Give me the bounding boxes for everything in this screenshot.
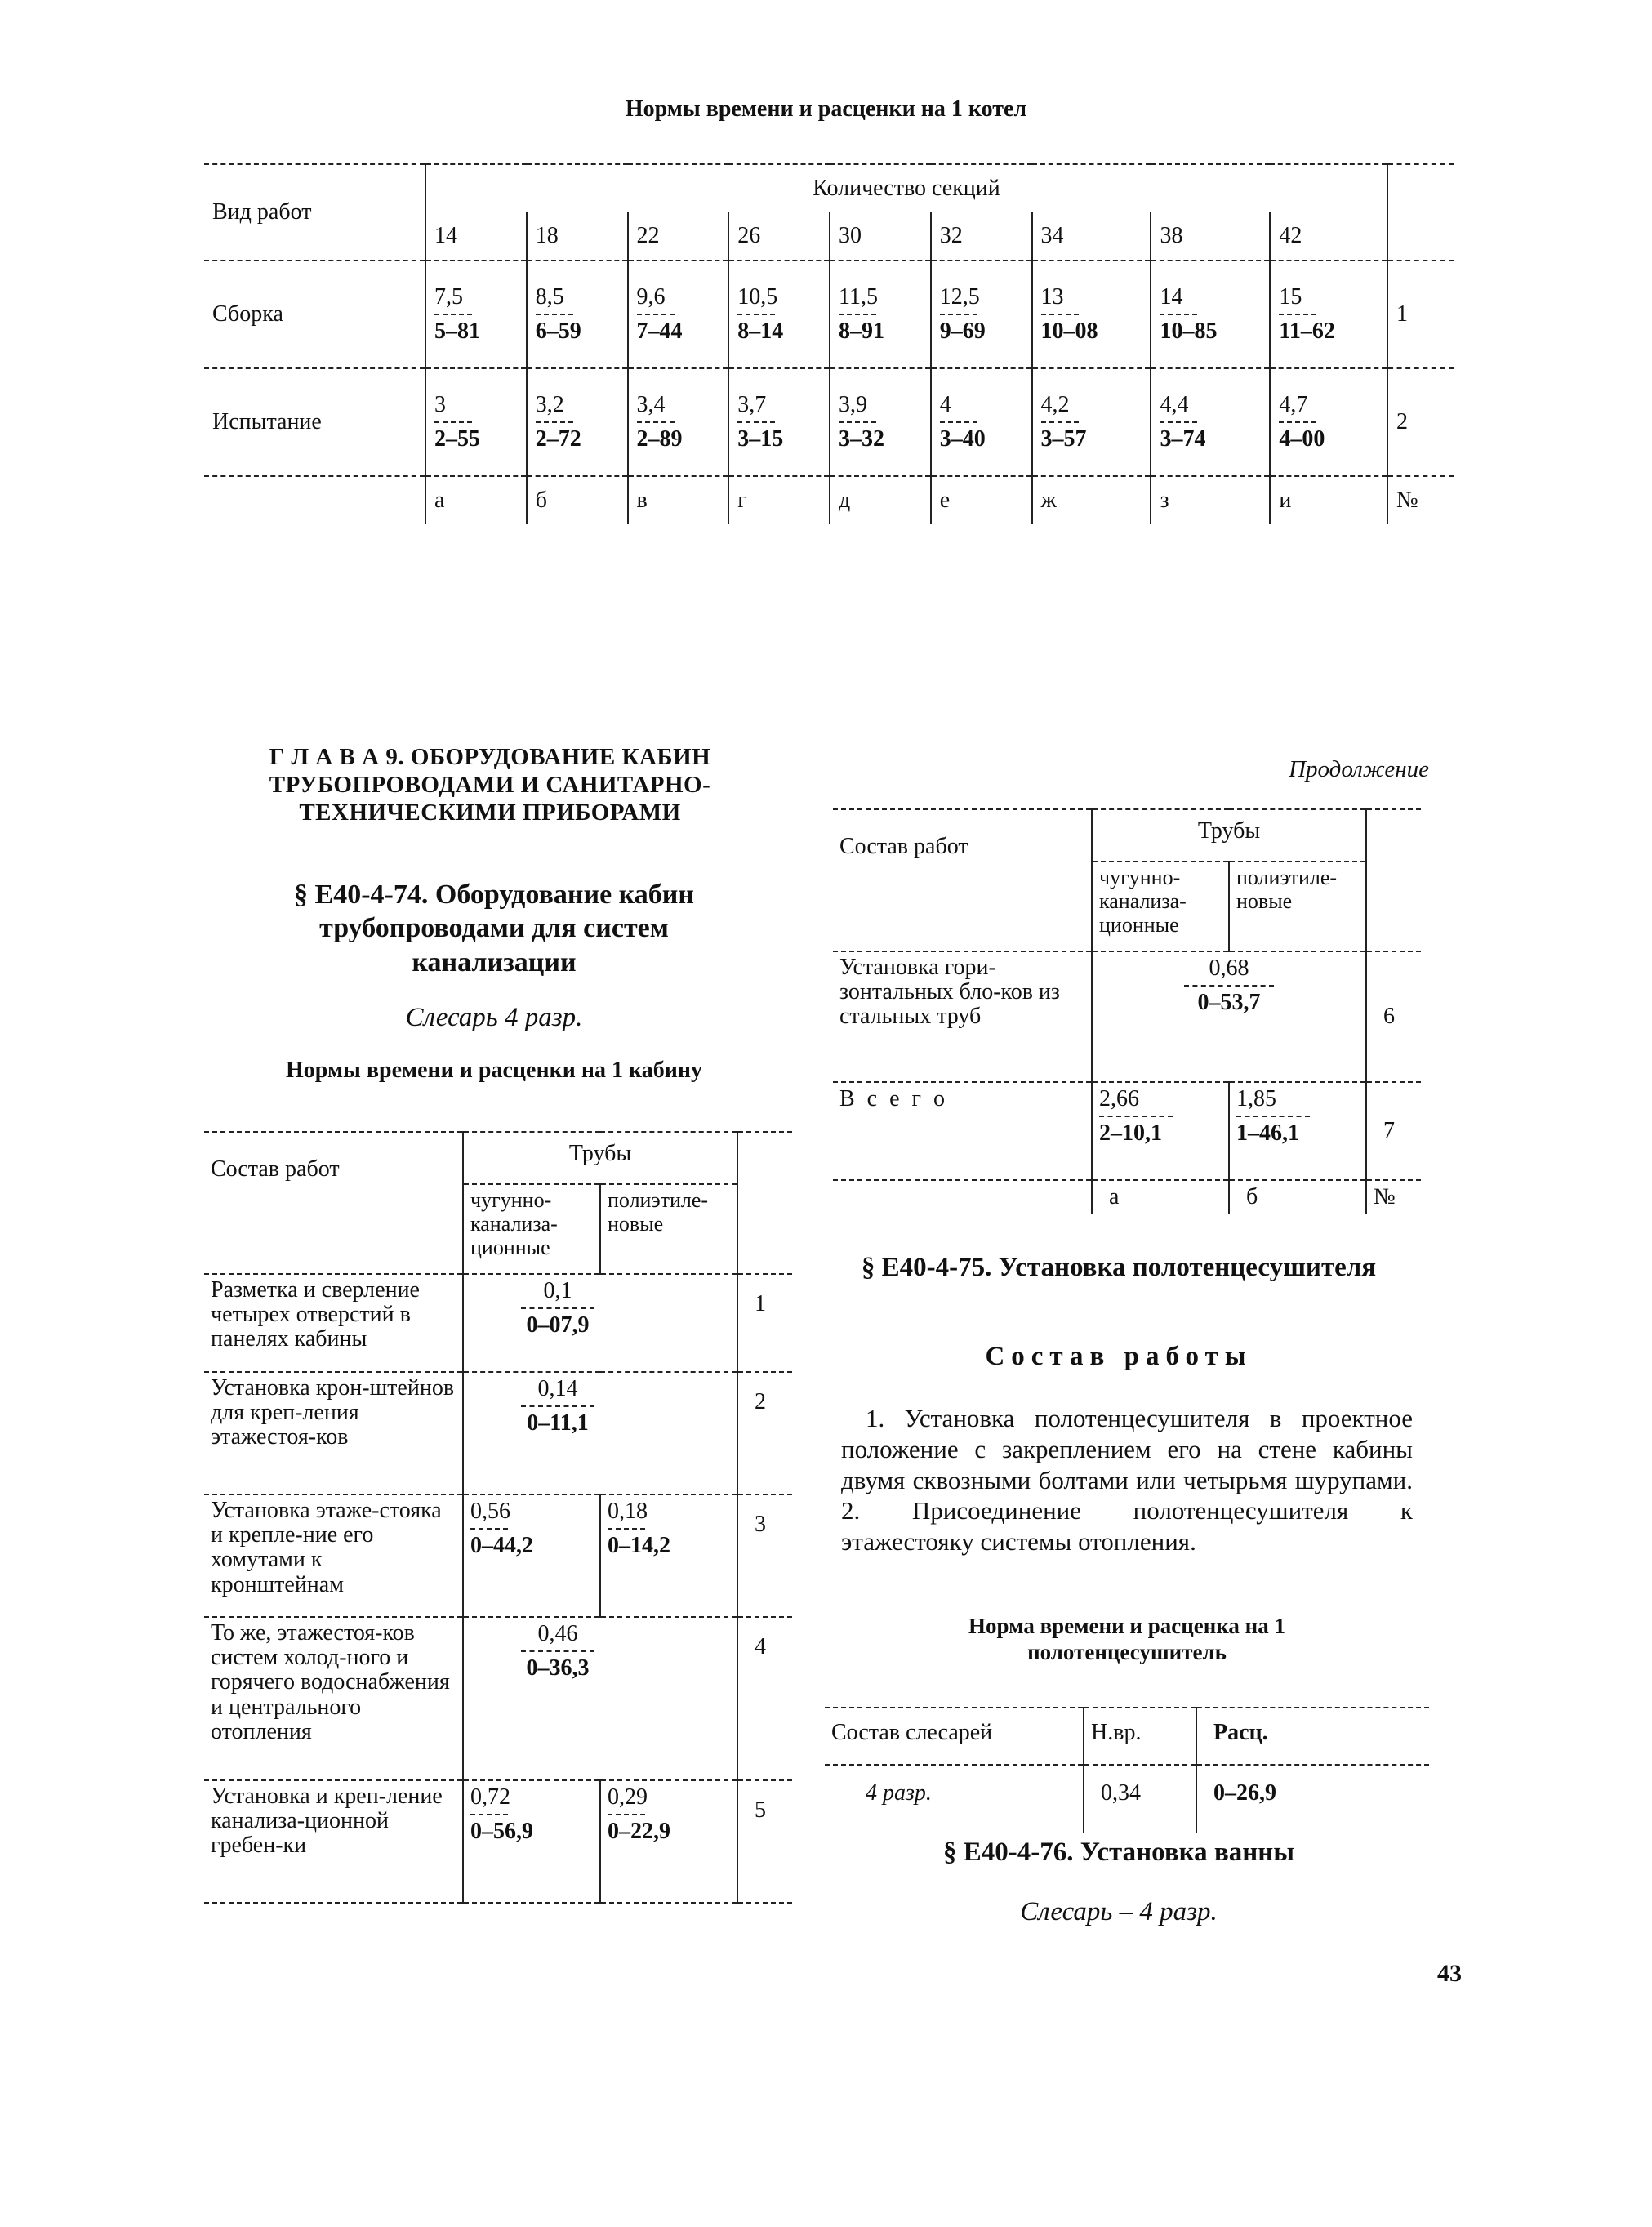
cell-value: $\frac{7,5}{5-81}$ xyxy=(425,261,527,368)
row-number: 2 xyxy=(737,1372,792,1494)
column-letter: а xyxy=(425,476,527,524)
section-count-5: 32 xyxy=(931,212,1032,261)
polyethylene-header: полиэтиле-новые xyxy=(600,1184,737,1274)
row-number: 4 xyxy=(737,1617,792,1780)
section-count-6: 34 xyxy=(1032,212,1151,261)
cast-iron-header: чугунно-канализа-ционные xyxy=(463,1184,600,1274)
polyethylene-header: полиэтиле-новые xyxy=(1229,862,1366,951)
top-table-title: Нормы времени и расценки на 1 котел xyxy=(625,96,1027,122)
section-e40-4-76-heading: § Е40-4-76. Установка ванны xyxy=(942,1837,1295,1867)
row-label: Установка крон-штейнов для креп-ления этажестоя-ков xyxy=(204,1372,463,1494)
section-count-0: 14 xyxy=(425,212,527,261)
cell-value: $\frac{13}{10-08}$ xyxy=(1032,261,1151,368)
boiler-norms-table xyxy=(204,163,1454,524)
table-row xyxy=(204,1494,792,1617)
row-label: Установка и креп-ление канализа-ционной гребен-ки xyxy=(204,1780,463,1903)
page-number: 43 xyxy=(1437,1960,1462,1987)
value-cast-iron: $\frac{0,72}{0-56,9}$ xyxy=(463,1780,600,1903)
row-label: Сборка xyxy=(204,261,425,368)
section-count-1: 18 xyxy=(527,212,628,261)
cell-value: $\frac{3,9}{3-32}$ xyxy=(830,368,931,476)
cell-value: $\frac{3,2}{2-72}$ xyxy=(527,368,628,476)
cell-value: $\frac{4,7}{4-00}$ xyxy=(1270,368,1387,476)
column-letter: б xyxy=(527,476,628,524)
value-cast-iron: $\frac{0,56}{0-44,2}$ xyxy=(463,1494,600,1617)
table-row xyxy=(204,1372,792,1494)
letters-row xyxy=(204,476,1454,524)
row-label: Разметка и сверление четырех отверстий в панелях кабины xyxy=(204,1274,463,1372)
row-number: 1 xyxy=(1387,261,1454,368)
section-count-7: 38 xyxy=(1151,212,1270,261)
column-letter: и xyxy=(1270,476,1387,524)
column-letter: е xyxy=(931,476,1032,524)
norm-75-title: Норма времени и расценка на 1 полотенцесушитель xyxy=(968,1614,1285,1665)
table-row xyxy=(204,1617,792,1780)
value-polyethylene: $\frac{0,18}{0-14,2}$ xyxy=(600,1494,737,1617)
row-number: 3 xyxy=(737,1494,792,1617)
t75-header-norm: Н.вр. xyxy=(1084,1708,1196,1765)
section-count-3: 26 xyxy=(728,212,830,261)
pipes-header: Трубы xyxy=(1092,809,1366,862)
cell-value: $\frac{4,2}{3-57}$ xyxy=(1032,368,1151,476)
section-count-2: 22 xyxy=(628,212,729,261)
column-letter: г xyxy=(728,476,830,524)
col-header-work-type: Вид работ xyxy=(204,164,425,261)
table-row xyxy=(204,1780,792,1903)
cell-value: $\frac{3}{2-55}$ xyxy=(425,368,527,476)
cell-value: $\frac{11,5}{8-91}$ xyxy=(830,261,931,368)
row-6-number: 6 xyxy=(1366,951,1421,1082)
col-header-composition: Состав работ xyxy=(204,1132,463,1274)
composition-heading: Состав работы xyxy=(985,1342,1253,1371)
cell-value: $\frac{9,6}{7-44}$ xyxy=(628,261,729,368)
value-combined: $\frac{0,14}{0-11,1}$ xyxy=(463,1372,737,1494)
letter-b: б xyxy=(1229,1180,1366,1214)
cell-value: $\frac{8,5}{6-59}$ xyxy=(527,261,628,368)
pipes-header: Трубы xyxy=(463,1132,737,1184)
col-header-composition: Состав работ xyxy=(833,809,1092,951)
sections-group-header: Количество секций xyxy=(425,164,1387,212)
column-letter: ж xyxy=(1032,476,1151,524)
row-7-value-b: $\frac{1,85}{1-46,1}$ xyxy=(1229,1082,1366,1180)
row-7-number: 7 xyxy=(1366,1082,1421,1180)
value-polyethylene: $\frac{0,29}{0-22,9}$ xyxy=(600,1780,737,1903)
cell-value: $\frac{10,5}{8-14}$ xyxy=(728,261,830,368)
towel-dryer-norm-table xyxy=(825,1707,1429,1833)
chapter-heading: Г Л А В А 9. ОБОРУДОВАНИЕ КАБИН ТРУБОПРОВОДАМИ И САНИТАРНО-ТЕХНИЧЕСКИМИ ПРИБОРАМИ xyxy=(269,744,711,826)
cell-value: $\frac{14}{10-85}$ xyxy=(1151,261,1270,368)
t75-norm-value: 0,34 xyxy=(1084,1765,1196,1833)
t75-rate-value: 0–26,9 xyxy=(1196,1765,1429,1833)
continuation-label: Продолжение xyxy=(1289,756,1429,782)
worker-grade: Слесарь 4 разр. xyxy=(405,1003,583,1032)
table-row xyxy=(204,261,1454,368)
row-6-label: Установка гори-зонтальных бло-ков из стальных труб xyxy=(833,951,1092,1082)
value-combined: $\frac{0,46}{0-36,3}$ xyxy=(463,1617,737,1780)
row-label: Установка этаже-стояка и крепле-ние его хомутами к кронштейнам xyxy=(204,1494,463,1617)
no-sign: № xyxy=(1387,476,1454,524)
column-letter: д xyxy=(830,476,931,524)
cell-value: $\frac{4}{3-40}$ xyxy=(931,368,1032,476)
row-7-label: В с е г о xyxy=(833,1082,1092,1180)
worker-grade-76: Слесарь – 4 разр. xyxy=(1020,1897,1218,1926)
cell-value: $\frac{3,4}{2-89}$ xyxy=(628,368,729,476)
row-number: 5 xyxy=(737,1780,792,1903)
row-label: Испытание xyxy=(204,368,425,476)
section-e40-4-75-heading: § Е40-4-75. Установка полотенцесушителя xyxy=(861,1253,1377,1282)
letter-a: а xyxy=(1092,1180,1229,1214)
row-number: 2 xyxy=(1387,368,1454,476)
row-number: 1 xyxy=(737,1274,792,1372)
row-label: То же, этажестоя-ков систем холод-ного и горячего водоснабжения и центрального отопления xyxy=(204,1617,463,1780)
cell-value: $\frac{12,5}{9-69}$ xyxy=(931,261,1032,368)
cabin-norms-table xyxy=(204,1131,792,1910)
norms-title: Нормы времени и расценки на 1 кабину xyxy=(286,1058,702,1083)
no-sign: № xyxy=(1366,1180,1421,1214)
t75-header-workers: Состав слесарей xyxy=(825,1708,1084,1765)
section-count-8: 42 xyxy=(1270,212,1387,261)
table-row xyxy=(204,368,1454,476)
column-letter: в xyxy=(628,476,729,524)
row-6-value: $\frac{0,68}{0-53,7}$ xyxy=(1092,951,1366,1082)
cast-iron-header: чугунно-канализа-ционные xyxy=(1092,862,1229,951)
section-e40-4-74-heading: § Е40-4-74. Оборудование кабин трубопроводами для систем канализации xyxy=(294,880,694,978)
value-combined: $\frac{0,1}{0-07,9}$ xyxy=(463,1274,737,1372)
column-letter: з xyxy=(1151,476,1270,524)
cell-value: $\frac{3,7}{3-15}$ xyxy=(728,368,830,476)
composition-text: 1. Установка полотенцесушителя в проектное положение с закреплением его на стене кабины двумя сквозными болтами или четырьмя шурупами. 2. Присоединение полотенцесушителя к этажестояку системы отопления. xyxy=(841,1404,1413,1557)
cell-value: $\frac{15}{11-62}$ xyxy=(1270,261,1387,368)
cell-value: $\frac{4,4}{3-74}$ xyxy=(1151,368,1270,476)
t75-grade: 4 разр. xyxy=(866,1780,932,1806)
t75-header-rate: Расц. xyxy=(1196,1708,1429,1765)
section-count-4: 30 xyxy=(830,212,931,261)
cabin-norms-table-continued xyxy=(833,808,1421,1214)
row-7-value-a: $\frac{2,66}{2-10,1}$ xyxy=(1092,1082,1229,1180)
table-row xyxy=(204,1274,792,1372)
